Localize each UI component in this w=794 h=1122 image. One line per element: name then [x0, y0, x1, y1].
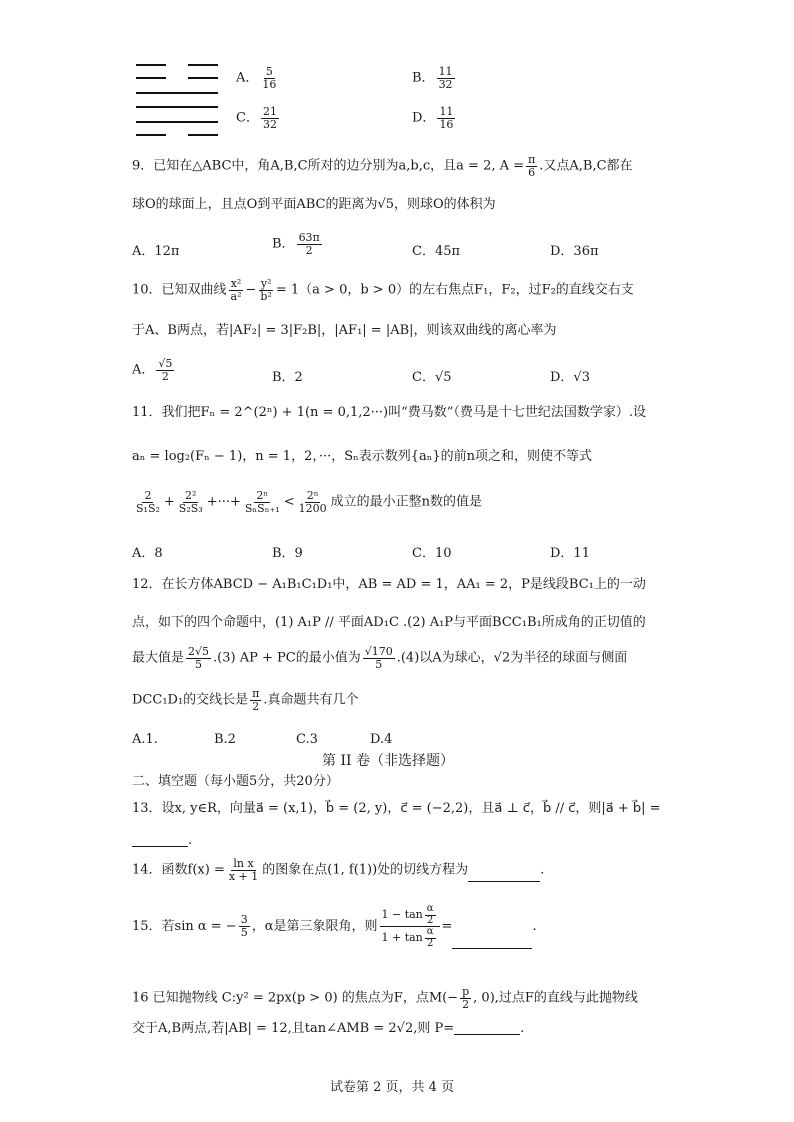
q9-option-a: A．12π: [132, 244, 180, 259]
q16-line1: 16 已知抛物线 C:y² = 2px(p > 0) 的焦点为F，点M(− $\frac{p}{2}$ , 0),过点F的直线与此抛物线: [132, 985, 638, 1011]
q14-answer-blank[interactable]: [468, 869, 540, 882]
q10-option-c: C．√5: [412, 370, 452, 385]
q13-line1: 13．设x, y∈R，向量a⃗ = (x,1)，b⃗ = (2, y)，c⃗ = (−2,2)，且a⃗ ⊥ c⃗，b⃗ // c⃗，则|a⃗ + b⃗| =: [132, 801, 661, 816]
q8-option-d: D． $\frac{11}{16}$: [412, 105, 454, 131]
q11-option-a: A．8: [132, 546, 163, 561]
q12-line2: 点，如下的四个命题中，(1) A₁P // 平面AD₁C .(2) A₁P与平面BCC₁B₁所成角的正切值的: [132, 615, 646, 630]
q10-option-a: A． $\frac{√5}{2}$: [132, 357, 173, 383]
q10-option-b: B．2: [272, 370, 303, 385]
q10-line1: 10．已知双曲线 $\frac{\text{x²}}{\text{a²}}$ − $\frac{\text{y²}}{\text{b²}}$ = 1（a > 0，b > 0）的左右焦点F₁，F₂，过F₂的直线交右支: [132, 277, 634, 303]
q12-option-d: D.4: [370, 732, 393, 747]
q11-option-b: B．9: [272, 546, 303, 561]
q11-option-d: D．11: [550, 546, 590, 561]
q14-line: 14．函数f(x) = $\frac{\text{ln x}}{x + 1}$ 的图象在点(1, f(1))处的切线方程为 .: [132, 857, 545, 883]
q12-line3: 最大值是 $\frac{2√5}{5}$ .(3) AP + PC的最小值为 $\frac{√170}{5}$ .(4)以A为球心，√2为半径的球面与侧面: [132, 645, 628, 671]
q8-option-c: C． $\frac{21}{32}$: [236, 105, 277, 131]
q9-option-b: B． $\frac{63\pi}{2}$: [272, 231, 320, 257]
q9-option-c: C．45π: [412, 244, 461, 259]
q13-answer-blank[interactable]: [132, 834, 188, 847]
q15-answer-blank[interactable]: [452, 936, 532, 949]
q11-line1: 11．我们把Fₙ = 2^(2ⁿ) + 1(n = 0,1,2···)叫“费马数”（费马是十七世纪法国数学家）.设: [132, 405, 647, 420]
section-title: 第 II 卷（非选择题）: [322, 753, 454, 769]
q12-line1: 12．在长方体ABCD − A₁B₁C₁D₁中，AB = AD = 1，AA₁ = 2，P是线段BC₁上的一动: [132, 577, 646, 592]
q12-line4: DCC₁D₁的交线长是 $\frac{\pi}{2}$ .真命题共有几个: [132, 687, 359, 713]
section-heading-fill-in: 二、填空题（每小题5分，共20分）: [132, 774, 339, 789]
q16-line2: 交于A,B两点,若|AB| = 12,且tan∠AMB = 2√2,则 P= .: [132, 1021, 525, 1036]
q12-option-c: C.3: [296, 732, 318, 747]
q11-line3: $\frac{2}{\text{S₁S₂}}$ + $\frac{\text{2²}}{\text{S₂S₃}}$ +···+ $\frac{\text{2ⁿ}}{\text{SₙSₙ₊₁}}$ < $\frac{\text{2ⁿ}}{1200}$ 成立的最小正整n数的值是: [136, 489, 482, 515]
q15-line: 15．若sin α = − $\frac{3}{5}$ ，α是第三象限角，则 1 − tan $\frac{\alpha}{2}$ 1 + tan $\frac{\alpha}{2}$ = .: [132, 903, 537, 949]
q10-line2: 于A、B两点，若|AF₂| = 3|F₂B|，|AF₁| = |AB|，则该双曲线的离心率为: [132, 323, 557, 338]
q11-line2: aₙ = log₂(Fₙ − 1)，n = 1，2，···，Sₙ表示数列{aₙ}的前n项之和，则使不等式: [132, 449, 593, 464]
q10-option-d: D．√3: [550, 370, 590, 385]
page-footer: 试卷第 2 页，共 4 页: [330, 1080, 455, 1095]
q9-option-d: D．36π: [550, 244, 599, 259]
q11-option-c: C．10: [412, 546, 452, 561]
q9-line1: 9．已知在△ABC中，角A,B,C所对的边分别为a,b,c，且a = 2, A = $\frac{\pi}{6}$ .又点A,B,C都在: [132, 153, 633, 179]
q12-option-a: A.1.: [132, 732, 158, 747]
q12-option-b: B.2: [214, 732, 236, 747]
q8-option-b: B． $\frac{11}{32}$: [412, 65, 453, 91]
q8-option-a: A． $\frac{5}{16}$: [236, 65, 277, 91]
q9-line2: 球O的球面上，且点O到平面ABC的距离为√5，则球O的体积为: [132, 197, 496, 212]
q13-line2: .: [132, 834, 192, 847]
q16-answer-blank[interactable]: [454, 1022, 520, 1035]
